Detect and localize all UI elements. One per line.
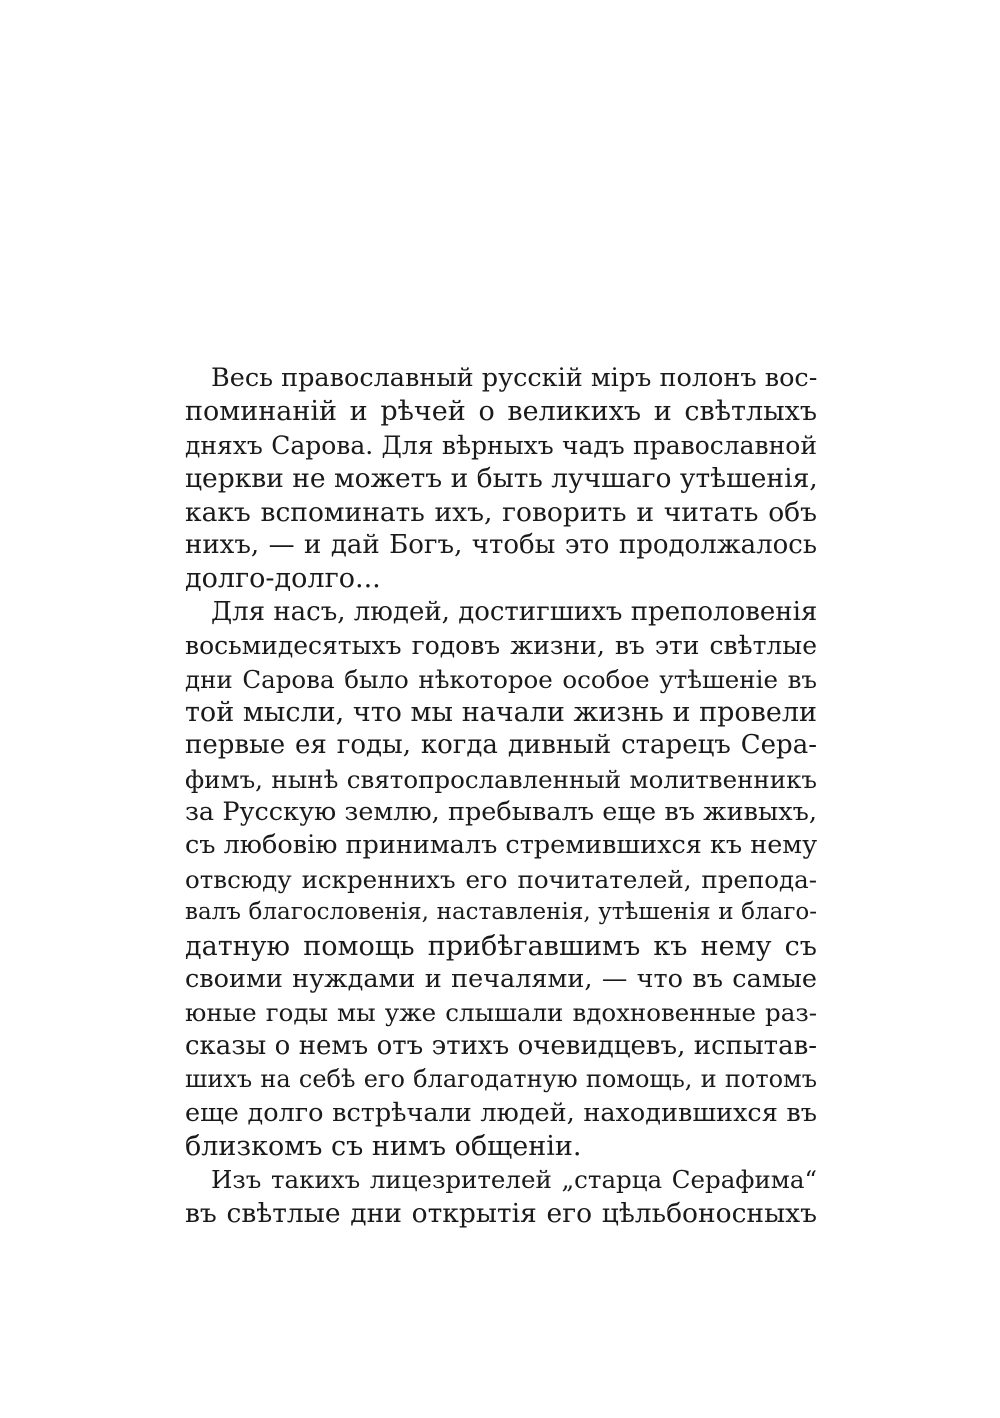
text-line: той мысли, что мы начали жизнь и провели xyxy=(185,696,817,728)
text-line: восьмидесятыхъ годовъ жизни, въ эти свѣтлые xyxy=(185,631,817,661)
text-line: дняхъ Сарова. Для вѣрныхъ чадъ православной xyxy=(185,430,817,460)
text-line: съ любовію принималъ стремившихся къ нему xyxy=(185,830,818,861)
text-line: какъ вспоминать ихъ, говорить и читать объ xyxy=(185,496,817,528)
text-line: датную помощь прибѣгавшимъ къ нему съ xyxy=(185,930,817,962)
text-line: близкомъ съ нимъ общеніи. xyxy=(185,1130,582,1162)
text-line: первые ея годы, когда дивный старецъ Сера- xyxy=(185,730,817,761)
text-line: еще долго встрѣчали людей, находившихся въ xyxy=(185,1097,817,1128)
text-line: фимъ, нынѣ святопрославленный молитвенникъ xyxy=(185,764,817,794)
text-line: Для насъ, людей, достигшихъ преполовенія xyxy=(211,596,818,627)
text-line: юные годы мы уже слышали вдохновенные раз- xyxy=(185,998,817,1028)
body-text xyxy=(185,362,817,1230)
text-line: за Русскую землю, пребывалъ еще въ живыхъ, xyxy=(185,797,817,828)
text-line: церкви не можетъ и быть лучшаго утѣшенія, xyxy=(185,463,818,495)
paragraph-2 xyxy=(185,596,817,1164)
text-line: Весь православный русскій міръ полонъ вос- xyxy=(211,363,818,393)
text-line: сказы о немъ отъ этихъ очевидцевъ, испытав- xyxy=(185,1030,817,1061)
paragraph-3 xyxy=(185,1163,817,1230)
text-line: нихъ, — и дай Богъ, чтобы это продолжалось xyxy=(185,529,817,560)
text-line: своими нуждами и печалями, — что въ самые xyxy=(185,964,817,995)
text-line: отвсюду искреннихъ его почитателей, препода- xyxy=(185,864,817,894)
text-line: въ свѣтлые дни открытія его цѣльбоносныхъ xyxy=(185,1197,817,1229)
paragraph-1 xyxy=(185,362,817,596)
text-line: дни Сарова было нѣкоторое особое утѣшеніе въ xyxy=(185,664,817,694)
text-line: долго-долго... xyxy=(185,563,381,595)
text-line: шихъ на себѣ его благодатную помощь, и потомъ xyxy=(185,1065,817,1094)
text-line: валъ благословенія, наставленія, утѣшенія и благо- xyxy=(185,899,817,926)
text-line: Изъ такихъ лицезрителей „старца Серафима“ xyxy=(211,1165,817,1195)
text-line: поминаній и рѣчей о великихъ и свѣтлыхъ xyxy=(185,396,817,428)
